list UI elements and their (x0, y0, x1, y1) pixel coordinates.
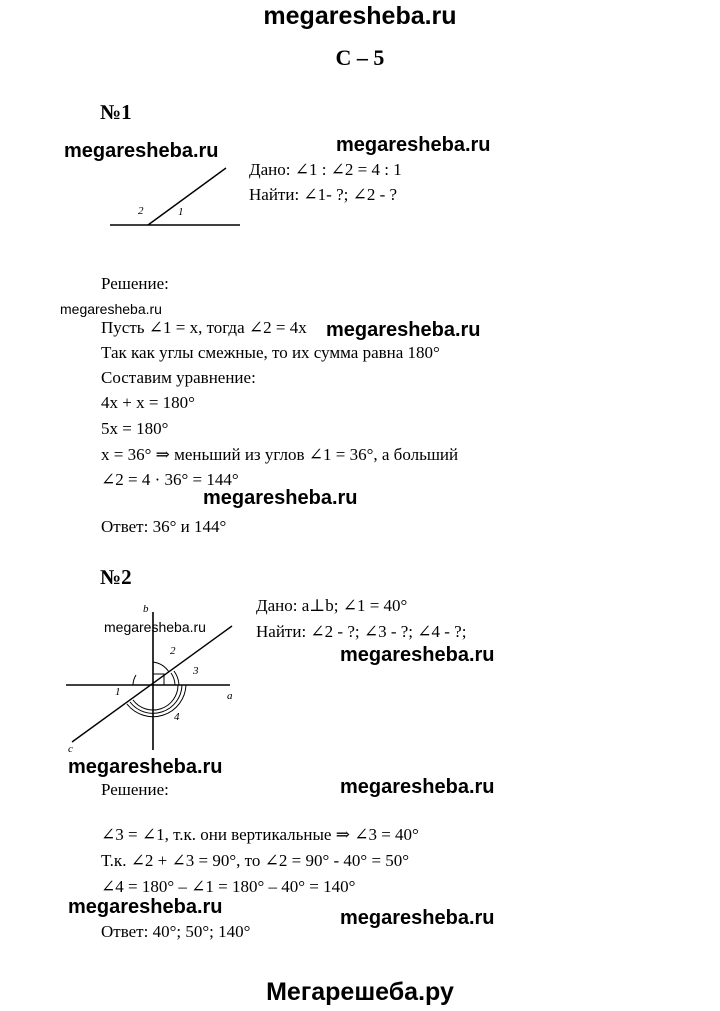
problem1-line-7: ∠2 = 4 · 36° = 144° (101, 470, 239, 489)
problem2-answer: Ответ: 40°; 50°; 140° (101, 922, 251, 941)
watermark: megaresheba.ru (340, 907, 495, 929)
figure2-label-c: c (68, 743, 73, 755)
problem1-line-3: Составим уравнение: (101, 368, 256, 387)
figure2-arc-angle1 (133, 675, 136, 685)
watermark: megaresheba.ru (336, 134, 491, 156)
problem1-line-4: 4x + x = 180° (101, 393, 195, 412)
problem2-solution-heading: Решение: (101, 780, 169, 799)
figure2-label-angle3: 3 (193, 665, 199, 677)
figure2-label-b: b (143, 603, 149, 615)
figure2-label-angle2: 2 (170, 645, 176, 657)
watermark: megaresheba.ru (340, 776, 495, 798)
problem1-line-5: 5x = 180° (101, 419, 169, 438)
figure2-line-c (72, 626, 232, 742)
watermark: megaresheba.ru (326, 319, 481, 341)
watermark: megaresheba.ru (68, 896, 223, 918)
problem1-given: Дано: ∠1 : ∠2 = 4 : 1 (249, 160, 402, 179)
problem2-given: Дано: a⊥b; ∠1 = 40° (256, 596, 408, 615)
problem1-line-6: x = 36° ⇒ меньший из углов ∠1 = 36°, а больший (101, 445, 459, 464)
watermark: megaresheba.ru (60, 301, 162, 317)
problem1-figure (100, 160, 250, 235)
watermark: megaresheba.ru (104, 619, 206, 635)
watermark: megaresheba.ru (64, 140, 219, 162)
footer-brand: Мегарешеба.ру (266, 978, 454, 1006)
problem2-line-1: ∠3 = ∠1, т.к. они вертикальные ⇒ ∠3 = 40° (101, 825, 419, 844)
figure2-label-angle4: 4 (174, 711, 180, 723)
problem2-line-2: Т.к. ∠2 + ∠3 = 90°, то ∠2 = 90° - 40° = 50° (101, 851, 410, 870)
problem2-find: Найти: ∠2 - ?; ∠3 - ?; ∠4 - ?; (256, 622, 467, 641)
figure2-arc-angle4-a (133, 685, 178, 710)
problem1-find: Найти: ∠1- ?; ∠2 - ? (249, 185, 398, 204)
problem1-number: №1 (100, 100, 132, 124)
section-title: С – 5 (335, 45, 385, 70)
figure1-ray (148, 168, 226, 225)
problem1-answer: Ответ: 36° и 144° (101, 517, 227, 536)
figure1-label-angle2: 2 (138, 205, 144, 217)
figure2-arc-angle3-a (171, 673, 175, 685)
problem1-solution-heading: Решение: (101, 274, 169, 293)
figure1-label-angle1: 1 (178, 206, 184, 218)
watermark: megaresheba.ru (203, 487, 358, 509)
watermark: megaresheba.ru (68, 756, 223, 778)
problem2-line-3: ∠4 = 180° – ∠1 = 180° – 40° = 140° (101, 877, 356, 896)
figure2-label-a: a (227, 690, 233, 702)
figure2-arc-angle2 (153, 662, 169, 672)
site-title: megaresheba.ru (263, 2, 457, 30)
problem1-line-2: Так как углы смежные, то их сумма равна 180° (101, 343, 440, 362)
figure2-label-angle1: 1 (115, 686, 121, 698)
watermark: megaresheba.ru (340, 644, 495, 666)
problem1-line-1: Пусть ∠1 = x, тогда ∠2 = 4x (101, 318, 307, 337)
problem2-number: №2 (100, 565, 132, 589)
